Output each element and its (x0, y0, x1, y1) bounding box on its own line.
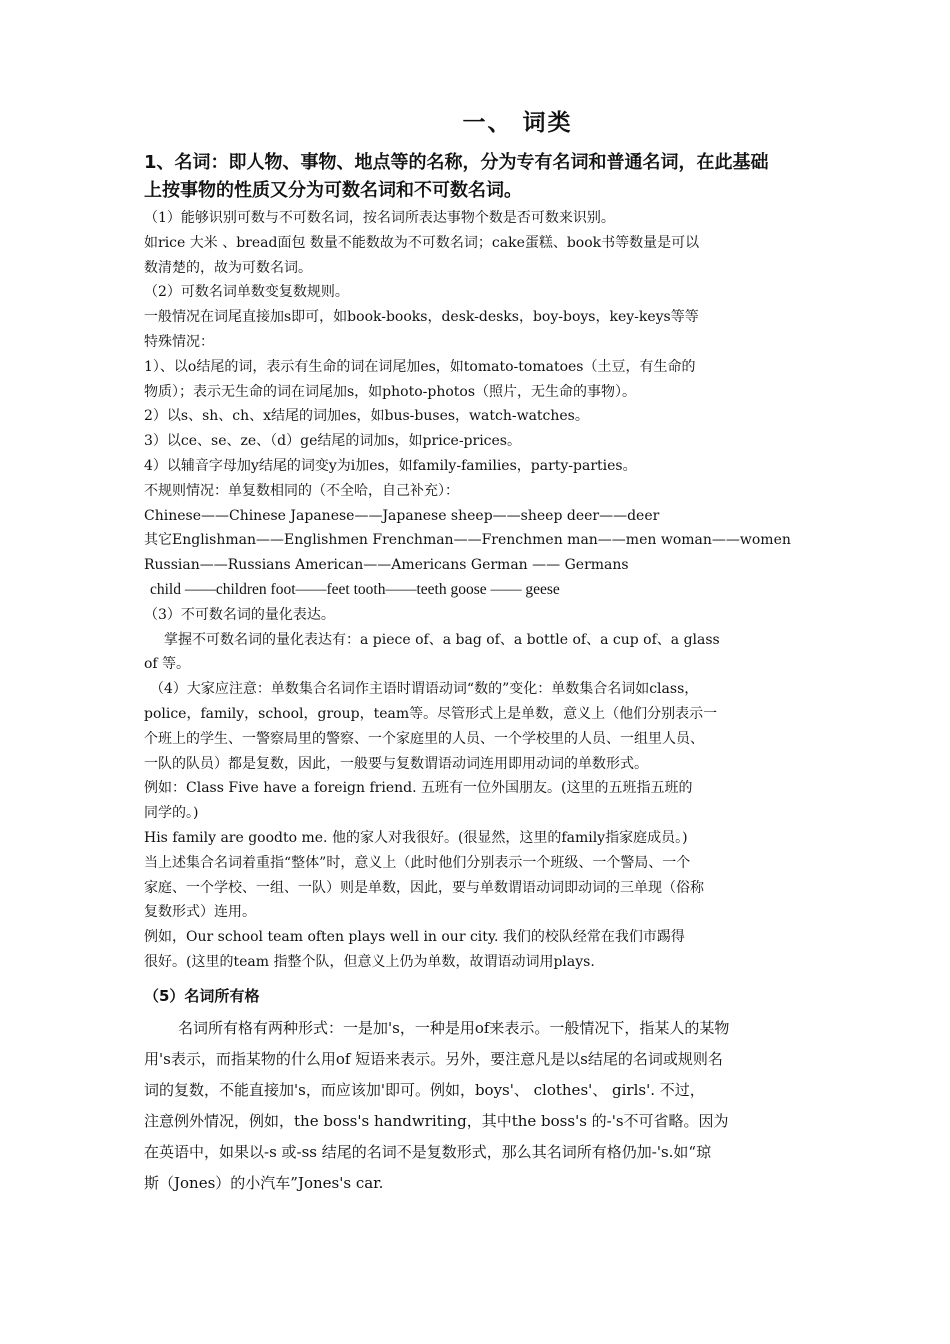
text-line: of 等。 (144, 656, 191, 673)
text-line: 复数形式）连用。 (144, 904, 256, 921)
text-line: 例如：Class Five have a foreign friend. 五班有一位外国朋友。(这里的五班指五班的 (144, 780, 693, 797)
text-line: 1）、以o结尾的词，表示有生命的词在词尾加es，如tomato-tomatoes（土豆，有生命的 (144, 358, 696, 375)
paragraph-line: 在英语中，如果以-s 或-ss 结尾的名词不是复数形式，那么其名词所有格仍加-'s.如“琼 (144, 1142, 712, 1161)
text-line: His family are goodto me. 他的家人对我很好。(很显然，这里的family指家庭成员。) (144, 829, 688, 846)
text-line: 其它Englishman——Englishmen Frenchman——Frenchmen man——men woman——women (144, 532, 791, 549)
text-line: 一般情况在词尾直接加s即可，如book-books，desk-desks，boy-boys，key-keys等等 (144, 309, 699, 326)
paragraph-line: 用's表示，而指某物的什么用of 短语来表示。另外，要注意凡是以s结尾的名词或规则名 (144, 1049, 723, 1068)
text-line: 一队的队员）都是复数，因此，一般要与复数谓语动词连用即用动词的单数形式。 (144, 755, 648, 772)
paragraph-line: 名词所有格有两种形式：一是加's，一种是用of来表示。一般情况下，指某人的某物 (178, 1018, 730, 1037)
text-line: Russian——Russians American——Americans German —— Germans (144, 557, 629, 574)
paragraph-line: 注意例外情况，例如，the boss's handwriting，其中the boss's 的-'s不可省略。因为 (144, 1111, 729, 1130)
section-heading-line-1: 1、名词：即人物、事物、地点等的名称，分为专有名词和普通名词，在此基础 (144, 152, 769, 173)
text-line: 例如，Our school team often plays well in our city. 我们的校队经常在我们市踢得 (144, 929, 685, 946)
text-line: 同学的。) (144, 805, 199, 822)
text-line: 很好。(这里的team 指整个队，但意义上仍为单数，故谓语动词用plays. (144, 953, 595, 970)
section-heading-line-2: 上按事物的性质又分为可数名词和不可数名词。 (144, 180, 522, 201)
text-line: （2）可数名词单数变复数规则。 (144, 284, 349, 301)
text-line: 个班上的学生、一警察局里的警察、一个家庭里的人员、一个学校里的人员、一组里人员、 (144, 730, 704, 747)
document-body (144, 150, 824, 1199)
paragraph-line: 词的复数，不能直接加's，而应该加'即可。例如，boys'、 clothes'、 girls'. 不过， (144, 1080, 705, 1099)
page-title: 一、 词类 (462, 110, 573, 136)
text-line: police，family，school，group，team等。尽管形式上是单数，意义上（他们分别表示一 (144, 705, 718, 722)
text-line: （1）能够识别可数与不可数名词，按名词所表达事物个数是否可数来识别。 (144, 210, 615, 226)
text-line: 数清楚的，故为可数名词。 (144, 259, 312, 276)
text-line: Chinese——Chinese Japanese——Japanese sheep——sheep deer——deer (144, 507, 660, 524)
text-line: 掌握不可数名词的量化表达有：a piece of、a bag of、a bottle of、a cup of、a glass (164, 631, 720, 648)
text-line: 2）以s、sh、ch、x结尾的词加es，如bus-buses，watch-watches。 (144, 408, 589, 425)
text-line: child ——children foot——feet tooth——teeth goose —— geese (150, 580, 560, 598)
text-line: （4）大家应注意：单数集合名词作主语时谓语动词“数的”变化：单数集合名词如class， (150, 681, 699, 698)
text-line: 特殊情况： (144, 333, 214, 350)
text-line: 3）以ce、se、ze、（d）ge结尾的词加s，如price-prices。 (144, 433, 521, 450)
text-line: 当上述集合名词着重指“整体”时，意义上（此时他们分别表示一个班级、一个警局、一个 (144, 854, 691, 871)
paragraph-line: 斯（Jones）的小汽车”Jones's car. (144, 1173, 384, 1192)
text-line: 4）以辅音字母加y结尾的词变y为i加es，如family-families，party-parties。 (144, 457, 637, 474)
text-line: 如rice 大米 、bread面包 数量不能数故为不可数名词；cake蛋糕、book书等数量是可以 (144, 234, 700, 251)
text-line: （3）不可数名词的量化表达。 (144, 606, 335, 623)
text-line: 家庭、一个学校、一组、一队）则是单数，因此，要与单数谓语动词即动词的三单现（俗称 (144, 879, 704, 896)
text-line: 物质）；表示无生命的词在词尾加s，如photo-photos（照片，无生命的事物）。 (144, 383, 637, 400)
subsection-heading: （5）名词所有格 (144, 986, 260, 1005)
text-line: 不规则情况：单复数相同的（不全哈，自己补充）： (144, 482, 459, 499)
